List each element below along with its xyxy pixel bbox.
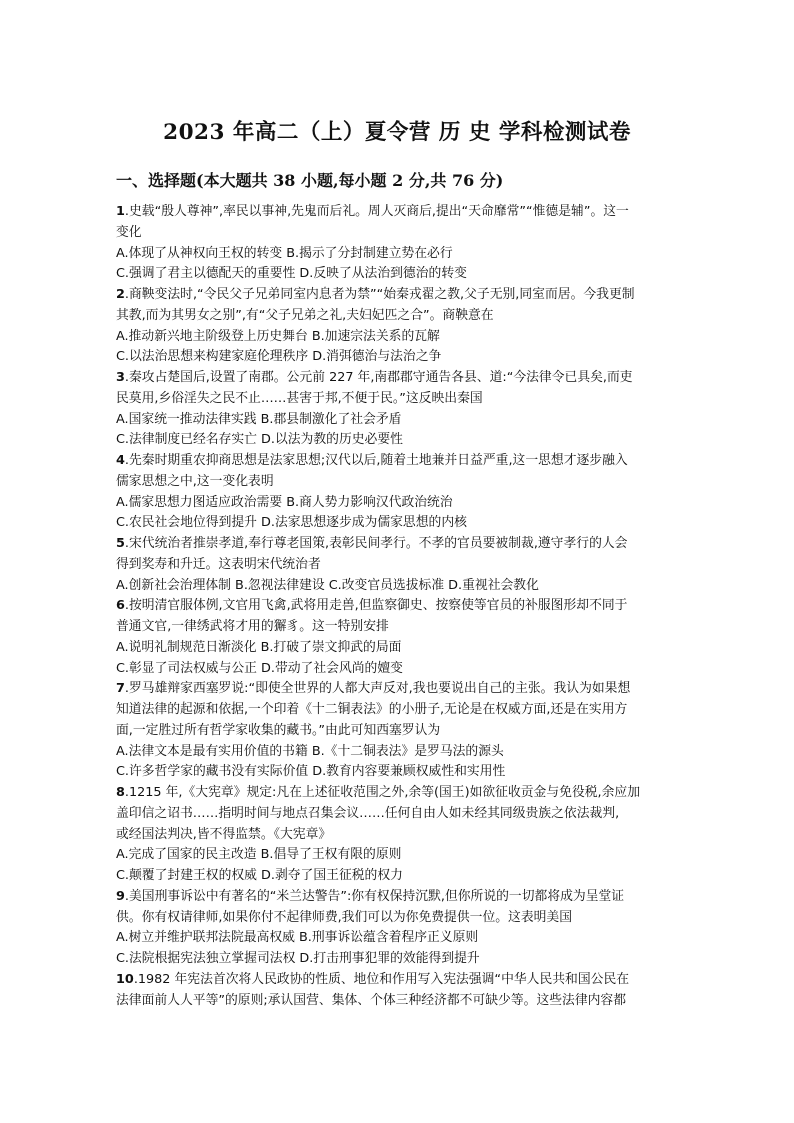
- question-stem-text: .商鞅变法时,“令民父子兄弟同室内息者为禁”“始秦戎翟之教,父子无别,同室而居。今我更制: [124, 287, 635, 302]
- question-stem-line: [116, 991, 682, 1012]
- question-options-line: C.强调了君主以德配天的重要性 D.反映了从法治到德治的转变: [116, 266, 467, 282]
- question-number: 5: [116, 536, 125, 551]
- question-stem-text: 普通文官,一律绣武将才用的獬豸。这一特别安排: [116, 619, 389, 634]
- exam-title: 2023 年高二（上）夏令营 历 史 学科检测试卷: [163, 120, 631, 145]
- question-options-line: C.彰显了司法权威与公正 D.带动了社会风尚的嬗变: [116, 660, 403, 676]
- question-number: 4: [116, 453, 125, 468]
- question-stem-text: 法律面前人人平等”的原则;承认国营、集体、个体三种经济都不可缺少等。这些法律内容都: [116, 992, 627, 1008]
- question-number: 9: [116, 888, 125, 904]
- question-stem-line: [116, 306, 682, 327]
- question-block: [116, 368, 682, 451]
- question-stem-text: 或经国法判决,皆不得监禁。《大宪章》: [116, 826, 332, 842]
- question-options-line: C.法律制度已经名存实亡 D.以法为教的历史必要性: [116, 432, 403, 448]
- question-stem-line: [116, 908, 682, 929]
- question-number: 7: [116, 681, 125, 697]
- question-options-line: C.以法治思想来构建家庭伦理秩序 D.消弭德治与法治之争: [116, 349, 442, 365]
- question-stem-text: 其教,而为其男女之别”,有“父子兄弟之礼,夫妇妃匹之合”。商鞅意在: [116, 307, 494, 323]
- question-stem-text: 变化: [116, 224, 142, 240]
- question-block: [116, 596, 682, 679]
- question-options-line: A.说明礼制规范日渐淡化 B.打破了崇文抑武的局面: [116, 639, 402, 655]
- question-stem-text: 儒家思想之中,这一变化表明: [116, 473, 274, 489]
- question-block: [116, 202, 682, 285]
- question-stem-line: [116, 451, 682, 472]
- question-stem-text: 面,一定胜过所有哲学家收集的藏书。”由此可知西塞罗认为: [116, 722, 441, 738]
- question-number: 2: [116, 287, 125, 302]
- question-options-line: C.农民社会地位得到提升 D.法家思想逐步成为儒家思想的内核: [116, 515, 467, 531]
- question-options-line: C.法院根据宪法独立掌握司法权 D.打击刑事犯罪的效能得到提升: [116, 951, 480, 966]
- question-stem-line: [116, 825, 682, 846]
- question-stem-line: [116, 887, 682, 908]
- question-stem-text: 供。你有权请律师,如果你付不起律师费,我们可以为你免费提供一位。这表明美国: [116, 909, 573, 925]
- question-stem-line: [116, 679, 682, 700]
- question-stem-line: [116, 783, 682, 804]
- question-block: [116, 783, 682, 887]
- question-number: 3: [116, 370, 125, 385]
- question-options-line: A.创新社会治理体制 B.忽视法律建设 C.改变官员选拔标准 D.重视社会教化: [116, 577, 539, 593]
- question-block: [116, 970, 682, 1012]
- question-options-line: C.颠覆了封建王权的权威 D.剥夺了国王征税的权力: [116, 868, 403, 883]
- question-stem-line: [116, 534, 682, 555]
- question-stem-text: .史载“殷人尊神”,率民以事神,先鬼而后礼。周人灭商后,提出“天命靡常”“惟德是辅”。这一: [124, 204, 629, 219]
- question-block: [116, 285, 682, 368]
- question-options-line: A.体现了从神权向王权的转变 B.揭示了分封制建立势在必行: [116, 245, 453, 261]
- question-stem-line: [116, 617, 682, 638]
- question-stem-line: [116, 202, 682, 223]
- question-stem-line: [116, 804, 682, 825]
- section-heading: 一、选择题(本大题共 38 小题,每小题 2 分,共 76 分): [116, 171, 504, 190]
- question-options-line: A.国家统一推动法律实践 B.郡县制激化了社会矛盾: [116, 411, 402, 427]
- question-block: [116, 887, 682, 970]
- question-options-line: A.法律文本是最有实用价值的书籍 B.《十二铜表法》是罗马法的源头: [116, 743, 504, 759]
- question-stem-line: [116, 721, 682, 742]
- question-stem-text: 得到奖寿和升迁。这表明宋代统治者: [116, 556, 321, 572]
- question-block: [116, 534, 682, 596]
- question-block: [116, 451, 682, 534]
- question-options-line: A.完成了国家的民主改造 B.倡导了王权有限的原则: [116, 847, 402, 863]
- question-options-line: C.许多哲学家的藏书没有实际价值 D.教育内容要兼顾权威性和实用性: [116, 764, 506, 780]
- question-number: 8: [116, 785, 125, 800]
- question-number: 1: [116, 204, 125, 219]
- question-stem-line: [116, 970, 682, 991]
- question-stem-text: .罗马雄辩家西塞罗说:“即使全世界的人都大声反对,我也要说出自己的主张。我认为如果想: [124, 681, 631, 697]
- question-options-line: A.推动新兴地主阶级登上历史舞台 B.加速宗法关系的瓦解: [116, 328, 440, 344]
- question-options-line: A.儒家思想力图适应政治需要 B.商人势力影响汉代政治统治: [116, 494, 453, 510]
- question-stem-text: 知道法律的起源和依据,一个印着《十二铜表法》的小册子,无论是在权威方面,还是在实用方: [116, 702, 628, 717]
- question-stem-line: [116, 223, 682, 244]
- question-stem-line: [116, 472, 682, 493]
- question-list: [116, 202, 682, 1011]
- question-stem-text: .1215 年,《大宪章》规定:凡在上述征收范围之外,余等(国王)如欲征收贡金与免役税,余应加: [124, 785, 640, 800]
- question-stem-text: 民莫用,乡俗淫失之民不止……甚害于邦,不便于民。”这反映出秦国: [116, 390, 483, 406]
- question-stem-text: .美国刑事诉讼中有著名的“米兰达警告”:你有权保持沉默,但你所说的一切都将成为呈堂证: [124, 888, 625, 904]
- question-options-line: A.树立并维护联邦法院最高权威 B.刑事诉讼蕴含着程序正义原则: [116, 930, 479, 946]
- question-stem-text: .宋代统治者推崇孝道,奉行尊老国策,表彰民间孝行。不孝的官员要被制裁,遵守孝行的人会: [124, 536, 628, 551]
- question-stem-line: [116, 368, 682, 389]
- question-block: [116, 679, 682, 783]
- question-stem-line: [116, 285, 682, 306]
- question-stem-text: .秦攻占楚国后,设置了南郡。公元前 227 年,南郡郡守通告各县、道:“今法律令已具矣,而吏: [124, 370, 633, 385]
- question-stem-text: 盖印信之诏书……指明时间与地点召集会议……任何自由人如未经其同级贵族之依法裁判,: [116, 805, 620, 821]
- question-stem-line: [116, 700, 682, 721]
- question-stem-text: .先秦时期重农抑商思想是法家思想;汉代以后,随着土地兼并日益严重,这一思想才逐步融入: [124, 453, 628, 468]
- question-stem-text: .1982 年宪法首次将人民政协的性质、地位和作用写入宪法强调“中华人民共和国公民在: [133, 971, 630, 987]
- question-stem-text: .按明清官服体例,文官用飞禽,武将用走兽,但监察御史、按察使等官员的补服图形却不同于: [124, 598, 628, 614]
- question-stem-line: [116, 596, 682, 617]
- question-number: 10: [116, 971, 134, 987]
- question-stem-line: [116, 555, 682, 576]
- question-number: 6: [116, 598, 125, 614]
- question-stem-line: [116, 389, 682, 410]
